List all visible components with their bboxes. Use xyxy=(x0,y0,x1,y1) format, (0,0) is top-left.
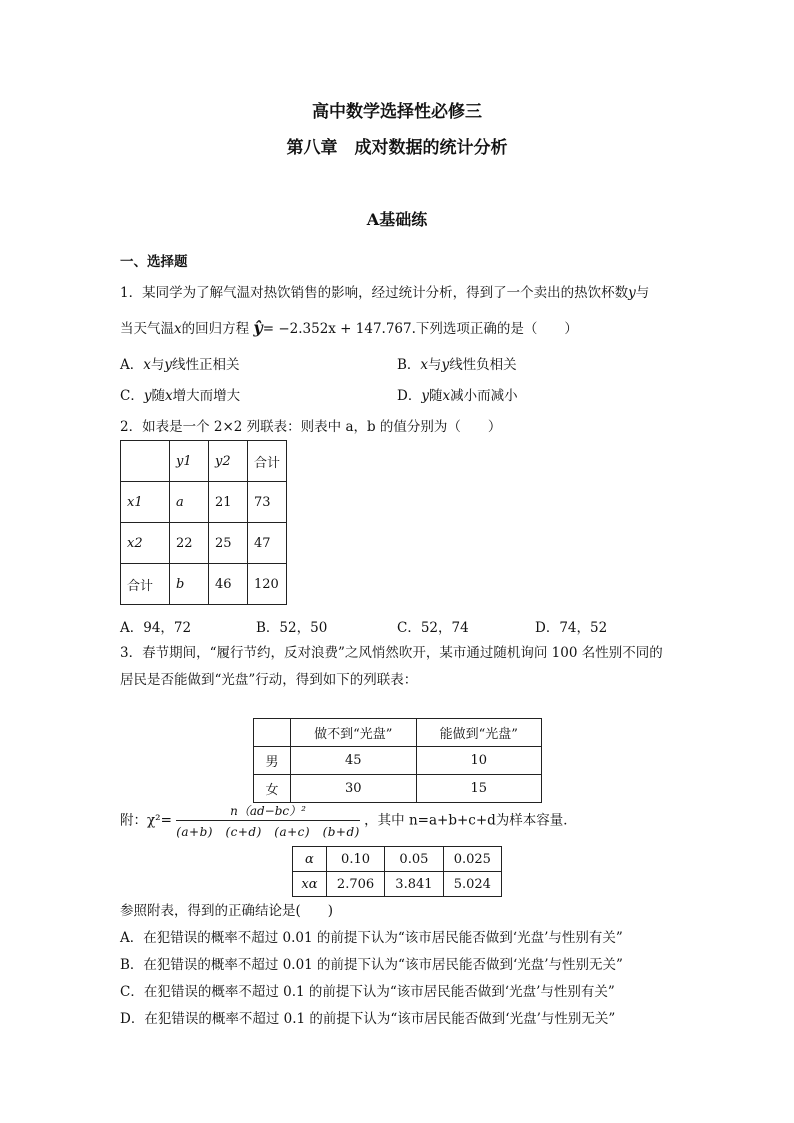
q1-stem-line2: 当天气温x的回归方程 ŷ= −2.352x + 147.767.下列选项正确的是（ ） xyxy=(120,318,578,337)
table-row xyxy=(121,482,287,523)
q2-option-a: A．94，72 xyxy=(120,620,192,636)
table-row xyxy=(254,775,542,803)
table-cell: 0.05 xyxy=(385,847,443,872)
part-heading: 一、选择题 xyxy=(120,254,188,270)
table-cell: 2.706 xyxy=(326,872,384,897)
q2-option-b: B．52，50 xyxy=(256,620,328,636)
q3-reference-table xyxy=(292,846,502,897)
table-cell: α xyxy=(293,847,327,872)
table-row xyxy=(293,872,502,897)
table-cell: a xyxy=(170,482,209,523)
q3-option-a: A．在犯错误的概率不超过 0.01 的前提下认为“该市居民能否做到‘光盘’与性别有关” xyxy=(120,930,623,946)
table-row xyxy=(121,564,287,605)
q3-stem-line2: 居民是否能做到“光盘”行动，得到如下的列联表： xyxy=(120,672,418,688)
table-cell: 15 xyxy=(416,775,542,803)
section-title: A基础练 xyxy=(366,210,428,229)
table-cell xyxy=(254,719,291,747)
chapter-title: 第八章 成对数据的统计分析 xyxy=(286,138,508,158)
table-cell: 25 xyxy=(209,523,248,564)
table-cell: y1 xyxy=(170,441,209,482)
table-cell: 女 xyxy=(254,775,291,803)
table-cell: 120 xyxy=(248,564,287,605)
q1-option-b: B．x与y线性负相关 xyxy=(397,357,517,373)
table-cell: 45 xyxy=(291,747,417,775)
table-row xyxy=(254,719,542,747)
table-cell: x1 xyxy=(121,482,170,523)
q1-option-c: C．y随x增大而增大 xyxy=(120,388,241,404)
table-cell: 合计 xyxy=(121,564,170,605)
table-cell: x2 xyxy=(121,523,170,564)
q1-stem-line1: 1．某同学为了解气温对热饮销售的影响，经过统计分析，得到了一个卖出的热饮杯数y与 xyxy=(120,285,650,301)
q3-contingency-table xyxy=(253,718,542,803)
table-row xyxy=(121,523,287,564)
table-cell: 46 xyxy=(209,564,248,605)
table-cell: 10 xyxy=(416,747,542,775)
q2-option-d: D．74，52 xyxy=(535,620,608,636)
table-cell: 5.024 xyxy=(443,872,501,897)
table-row xyxy=(293,847,502,872)
table-cell: 30 xyxy=(291,775,417,803)
q3-stem-line1: 3．春节期间，“履行节约，反对浪费”之风悄然吹开，某市通过随机询问 100 名性别不同的 xyxy=(120,645,663,661)
table-cell: 73 xyxy=(248,482,287,523)
table-cell: 男 xyxy=(254,747,291,775)
table-cell: 21 xyxy=(209,482,248,523)
table-cell: 0.025 xyxy=(443,847,501,872)
table-row xyxy=(121,441,287,482)
table-cell: b xyxy=(170,564,209,605)
q2-option-c: C．52，74 xyxy=(397,620,469,636)
table-cell: 合计 xyxy=(248,441,287,482)
q2-stem: 2．如表是一个 2×2 列联表：则表中 a，b 的值分别为（ ） xyxy=(120,419,502,435)
chi-square-fraction: $\frac{\text{n（ad−bc）²}}{(a+b) (c+d) (a+c) (b+d)}$ xyxy=(176,804,360,839)
q3-option-b: B．在犯错误的概率不超过 0.01 的前提下认为“该市居民能否做到‘光盘’与性别无关” xyxy=(120,957,623,973)
table-cell: 能做到“光盘” xyxy=(416,719,542,747)
q3-prompt: 参照附表，得到的正确结论是( ) xyxy=(120,903,334,919)
q1-equation: = −2.352x + 147.767 xyxy=(262,321,412,337)
table-row xyxy=(254,747,542,775)
table-cell: y2 xyxy=(209,441,248,482)
table-cell: xα xyxy=(293,872,327,897)
table-cell: 22 xyxy=(170,523,209,564)
table-cell: 做不到“光盘” xyxy=(291,719,417,747)
q3-option-d: D．在犯错误的概率不超过 0.1 的前提下认为“该市居民能否做到‘光盘’与性别无关” xyxy=(120,1011,616,1027)
y-hat-symbol: ŷ xyxy=(253,318,263,337)
table-cell xyxy=(121,441,170,482)
table-cell: 47 xyxy=(248,523,287,564)
q1-option-d: D．y随x减小而减小 xyxy=(397,388,518,404)
q3-option-c: C．在犯错误的概率不超过 0.1 的前提下认为“该市居民能否做到‘光盘’与性别有关” xyxy=(120,984,615,1000)
q1-option-a: A．x与y线性正相关 xyxy=(120,357,240,373)
table-cell: 3.841 xyxy=(385,872,443,897)
table-cell: 0.10 xyxy=(326,847,384,872)
q3-formula: 附：χ²= $\frac{\text{n（ad−bc）²}}{(a+b) (c+d) (a+c) (b+d)}$ ，其中 n=a+b+c+d为样本容量． xyxy=(120,804,577,839)
q2-contingency-table xyxy=(120,440,287,605)
doc-title: 高中数学选择性必修三 xyxy=(312,102,482,122)
